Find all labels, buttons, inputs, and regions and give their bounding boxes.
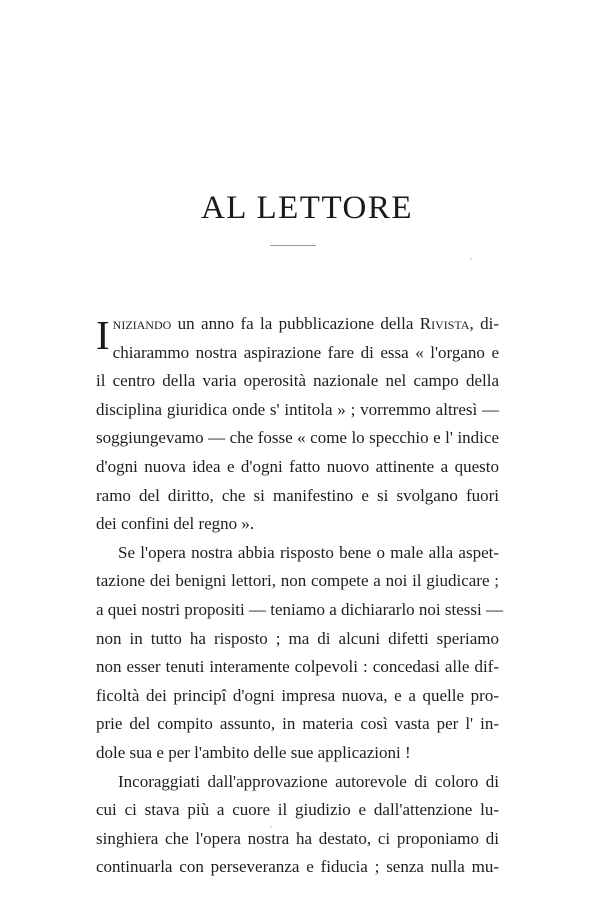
title-divider — [270, 245, 316, 246]
paper-speck — [270, 826, 272, 828]
text-line: continuarla con perseveranza e fiducia ; senza nulla mu- — [96, 857, 499, 877]
paragraph-3 — [96, 768, 499, 882]
text-line: non esser tenuti interamente colpevoli : concedasi alle dif- — [96, 657, 499, 677]
text-line — [96, 310, 499, 339]
text-span: , di- — [469, 314, 499, 333]
text-line: Se l'opera nostra abbia risposto bene o male alla aspet- — [118, 542, 499, 562]
first-word-smallcaps: niziando — [112, 314, 172, 333]
text-line: disciplina giuridica onde s' intitola » ; vorremmo altresì — — [96, 399, 499, 419]
drop-cap: I — [96, 312, 110, 358]
text-line: ficoltà dei principî d'ogni impresa nuova, e a quelle pro- — [96, 685, 499, 705]
text-line: il centro della varia operosità nazionale nel campo della — [96, 371, 499, 391]
text-line: dei confini del regno ». — [96, 514, 255, 534]
page-title: AL LETTORE — [200, 190, 414, 226]
text-line: singhiera che l'opera nostra ha destato, ci proponiamo di — [96, 828, 499, 848]
text-line: non in tutto ha risposto ; ma di alcuni difetti speriamo — [96, 628, 499, 648]
paragraph-2 — [96, 539, 503, 768]
text-line: cui ci stava più a cuore il giudizio e dall'attenzione lu- — [96, 800, 499, 820]
paper-speck — [470, 258, 472, 260]
journal-name: Rivista — [419, 314, 470, 333]
text-line: prie del compito assunto, in materia così vasta per l' in- — [96, 714, 499, 734]
paragraph-1 — [96, 310, 499, 539]
text-line: dole sua e per l'ambito delle sue applicazioni ! — [96, 742, 411, 762]
text-span: un anno fa la pubblicazione della — [171, 314, 420, 333]
body-text — [96, 310, 503, 882]
text-line: Incoraggiati dall'approvazione autorevole di coloro di — [118, 771, 499, 791]
text-line: soggiungevamo — che fosse « come lo specchio e l' indice — [96, 428, 499, 448]
text-line: d'ogni nuova idea e d'ogni fatto nuovo attinente a questo — [96, 456, 499, 476]
text-line: chiarammo nostra aspirazione fare di essa « l'organo e — [112, 342, 499, 362]
text-line: a quei nostri propositi — teniamo a dichiararlo noi stessi — — [96, 599, 503, 619]
text-line: ramo del diritto, che si manifestino e si svolgano fuori — [96, 485, 499, 505]
text-line: tazione dei benigni lettori, non compete a noi il giudicare ; — [96, 571, 499, 591]
